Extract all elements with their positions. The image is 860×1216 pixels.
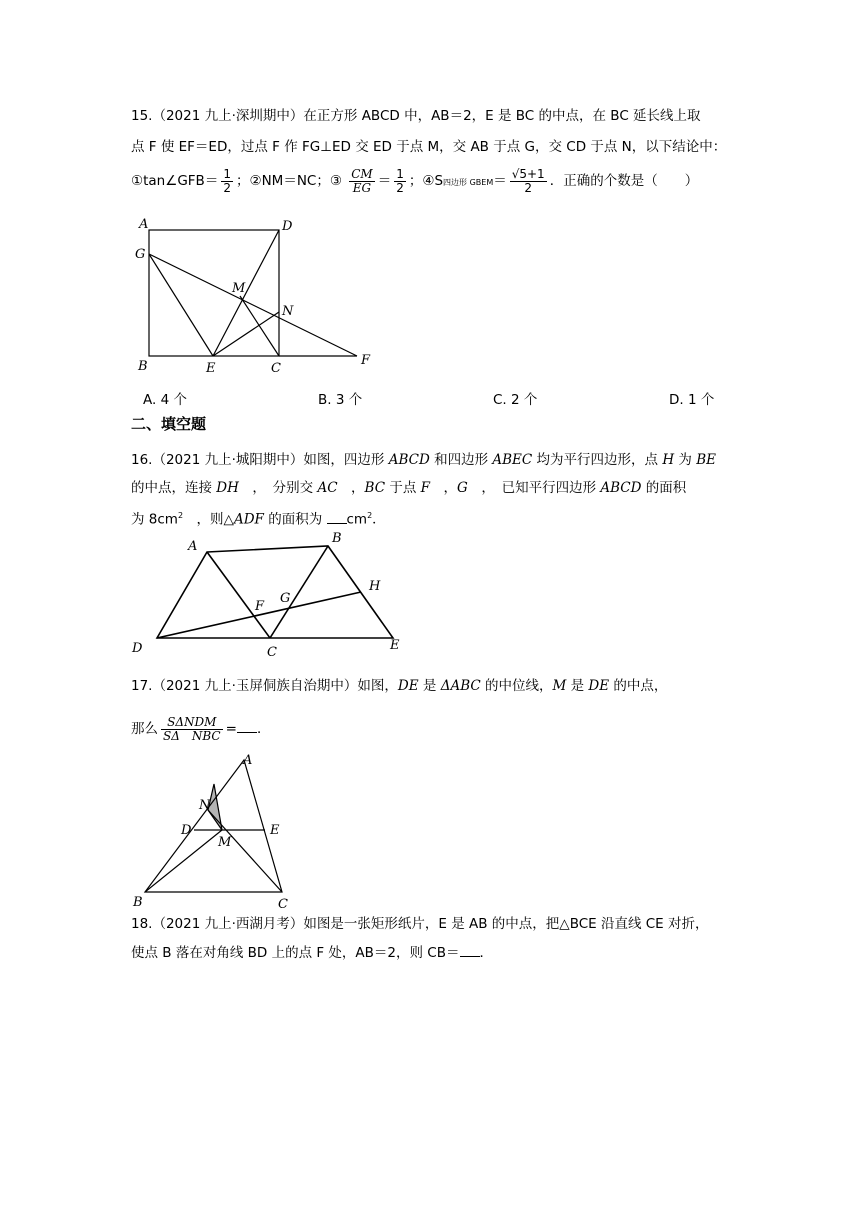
q15-fraction-sqrt: $\frac{√5+1}{2}$ [511, 166, 545, 195]
q17-m: M [552, 678, 567, 694]
q16-line-2 [131, 478, 686, 498]
q15-conclusion-1: ①tan∠GFB＝ [131, 173, 219, 189]
q17-label-a: A [243, 753, 253, 768]
section-title: 二、填空题 [131, 415, 207, 433]
q16-text: ， 已知平行四边形 [467, 480, 601, 496]
q16-f: F [420, 480, 431, 496]
q16-text: 和四边形 [429, 452, 493, 468]
q15-option-b: B. 3 个 [318, 392, 363, 408]
q16-sup-2: 2 [367, 511, 373, 520]
q15-conclusion-2: ；②NM＝NC；③ [235, 173, 342, 189]
q17-text: 是 [418, 678, 441, 694]
q16-abcd-2: ABCD [600, 480, 642, 496]
q16-text: 的面积为 [263, 511, 327, 528]
q16-text: 的中点，连接 [131, 480, 217, 496]
q17-figure [130, 750, 300, 910]
q16-line-bc [270, 546, 328, 638]
q17-answer-blank [237, 720, 257, 733]
q16-text: 为 [674, 452, 697, 468]
q15-line-1: 15.（2021 九上·深圳期中）在正方形 ABCD 中，AB＝2，E 是 BC 的中点，在 BC 延长线上取 [131, 108, 701, 124]
q15-line-gf [149, 254, 357, 356]
q15-ending: ．正确的个数是（ ） [549, 173, 699, 189]
q15-label-d: D [282, 219, 293, 234]
q15-line-mc [240, 296, 279, 356]
q16-label-h: H [369, 579, 381, 594]
q16-text: ， [337, 480, 365, 496]
q16-label-e: E [390, 638, 400, 653]
q16-label-b: B [332, 531, 342, 546]
q17-line-1 [131, 676, 667, 696]
q16-text: ， 分别交 [238, 480, 318, 496]
q17-label-n: N [199, 798, 211, 813]
q17-line-bm [145, 830, 222, 892]
q15-label-m: M [232, 281, 246, 296]
q15-label-b: B [138, 359, 148, 374]
q16-answer-blank [327, 511, 347, 524]
q17-label-b: B [133, 895, 143, 910]
q17-label-d: D [181, 823, 192, 838]
q15-label-a: A [139, 217, 149, 232]
q18-text: 使点 B 落在对角线 BD 上的点 F 处，AB＝2，则 CB＝ [131, 945, 460, 961]
q15-label-n: N [282, 304, 294, 319]
q17-de: DE [397, 678, 419, 694]
q15-eq: ＝ [377, 173, 392, 189]
q15-option-c: C. 2 个 [493, 392, 538, 408]
q15-line-ed [213, 230, 279, 356]
q15-square [149, 230, 279, 356]
q17-eq: = [225, 721, 237, 737]
q17-text: ． [256, 721, 271, 737]
q16-be: BE [696, 452, 716, 468]
q16-adf: ADF [233, 511, 264, 528]
q17-ratio-fraction: $\frac{\text{SΔNDM}}{\text{SΔ NBC}}$ [163, 714, 221, 743]
q17-abc: ΔABC [440, 678, 481, 694]
q15-line-2: 点 F 使 EF＝ED，过点 F 作 FG⊥ED 交 ED 于点 M，交 AB 于点 G，交 CD 于点 N，以下结论中： [131, 139, 727, 155]
q16-text: ， [430, 480, 458, 496]
q17-de-2: DE [588, 678, 610, 694]
q16-sup: 2 [177, 511, 184, 520]
q15-fraction-half-2: $\frac{1}{2}$ [396, 166, 404, 195]
q17-label-e: E [270, 823, 280, 838]
q16-line-1 [131, 450, 716, 470]
q17-triangle-abc [145, 760, 282, 892]
q15-label-e: E [206, 361, 216, 376]
q15-subscript: 四边形 GBEM [443, 178, 494, 187]
q18-line-1: 18.（2021 九上·西湖月考）如图是一张矩形纸片，E 是 AB 的中点，把△BCE 沿直线 CE 对折， [131, 916, 709, 932]
q16-ac: AC [317, 480, 338, 496]
q16-text: 16.（2021 九上·城阳期中）如图，四边形 [131, 452, 389, 468]
q16-h: H [662, 452, 675, 468]
q17-label-m: M [218, 835, 232, 850]
q16-text: 均为平行四边形，点 [532, 452, 663, 468]
q16-text: ． [372, 511, 386, 528]
q16-line-3 [131, 506, 386, 530]
q15-fraction-cm-eg: $\frac{CM}{EG}$ [351, 166, 373, 195]
q17-line-2 [131, 712, 270, 746]
q15-option-a: A. 4 个 [143, 392, 187, 408]
q16-text: 为 8cm [131, 511, 178, 528]
q16-text: 的面积 [641, 480, 687, 496]
q16-g: G [457, 480, 468, 496]
q15-line-en [213, 312, 279, 356]
q16-text: cm [346, 511, 368, 528]
q15-conclusion-4: ；④S [408, 173, 444, 189]
q15-eq-2: ＝ [493, 173, 507, 189]
q17-text: 那么 [131, 721, 158, 737]
q17-label-c: C [278, 897, 288, 912]
q15-line-3 [131, 166, 698, 198]
q16-figure [128, 530, 418, 660]
q17-text: 17.（2021 九上·玉屏侗族自治期中）如图， [131, 678, 398, 694]
q18-line-2 [131, 943, 493, 963]
q16-label-f: F [255, 599, 265, 614]
q16-dh: DH [216, 480, 239, 496]
q15-label-c: C [271, 361, 281, 376]
q16-bc: BC [364, 480, 386, 496]
q16-label-d: D [132, 641, 143, 656]
q18-text: ． [479, 945, 493, 961]
q16-abec: ABEC [492, 452, 533, 468]
q16-label-c: C [267, 645, 277, 660]
q15-label-g: G [135, 247, 146, 262]
q17-text: 的中点， [609, 678, 668, 694]
q17-text: 是 [566, 678, 589, 694]
q16-label-g: G [280, 591, 291, 606]
q16-abcd: ABCD [388, 452, 430, 468]
q17-text: 的中位线， [480, 678, 553, 694]
q15-figure [130, 212, 390, 382]
q16-text: 于点 [385, 480, 421, 496]
q15-label-f: F [361, 353, 371, 368]
q15-option-d: D. 1 个 [669, 392, 715, 408]
q16-label-a: A [188, 539, 198, 554]
q15-fraction-half: $\frac{1}{2}$ [223, 166, 231, 195]
q16-text: ，则△ [183, 511, 234, 528]
q18-answer-blank [460, 944, 480, 957]
